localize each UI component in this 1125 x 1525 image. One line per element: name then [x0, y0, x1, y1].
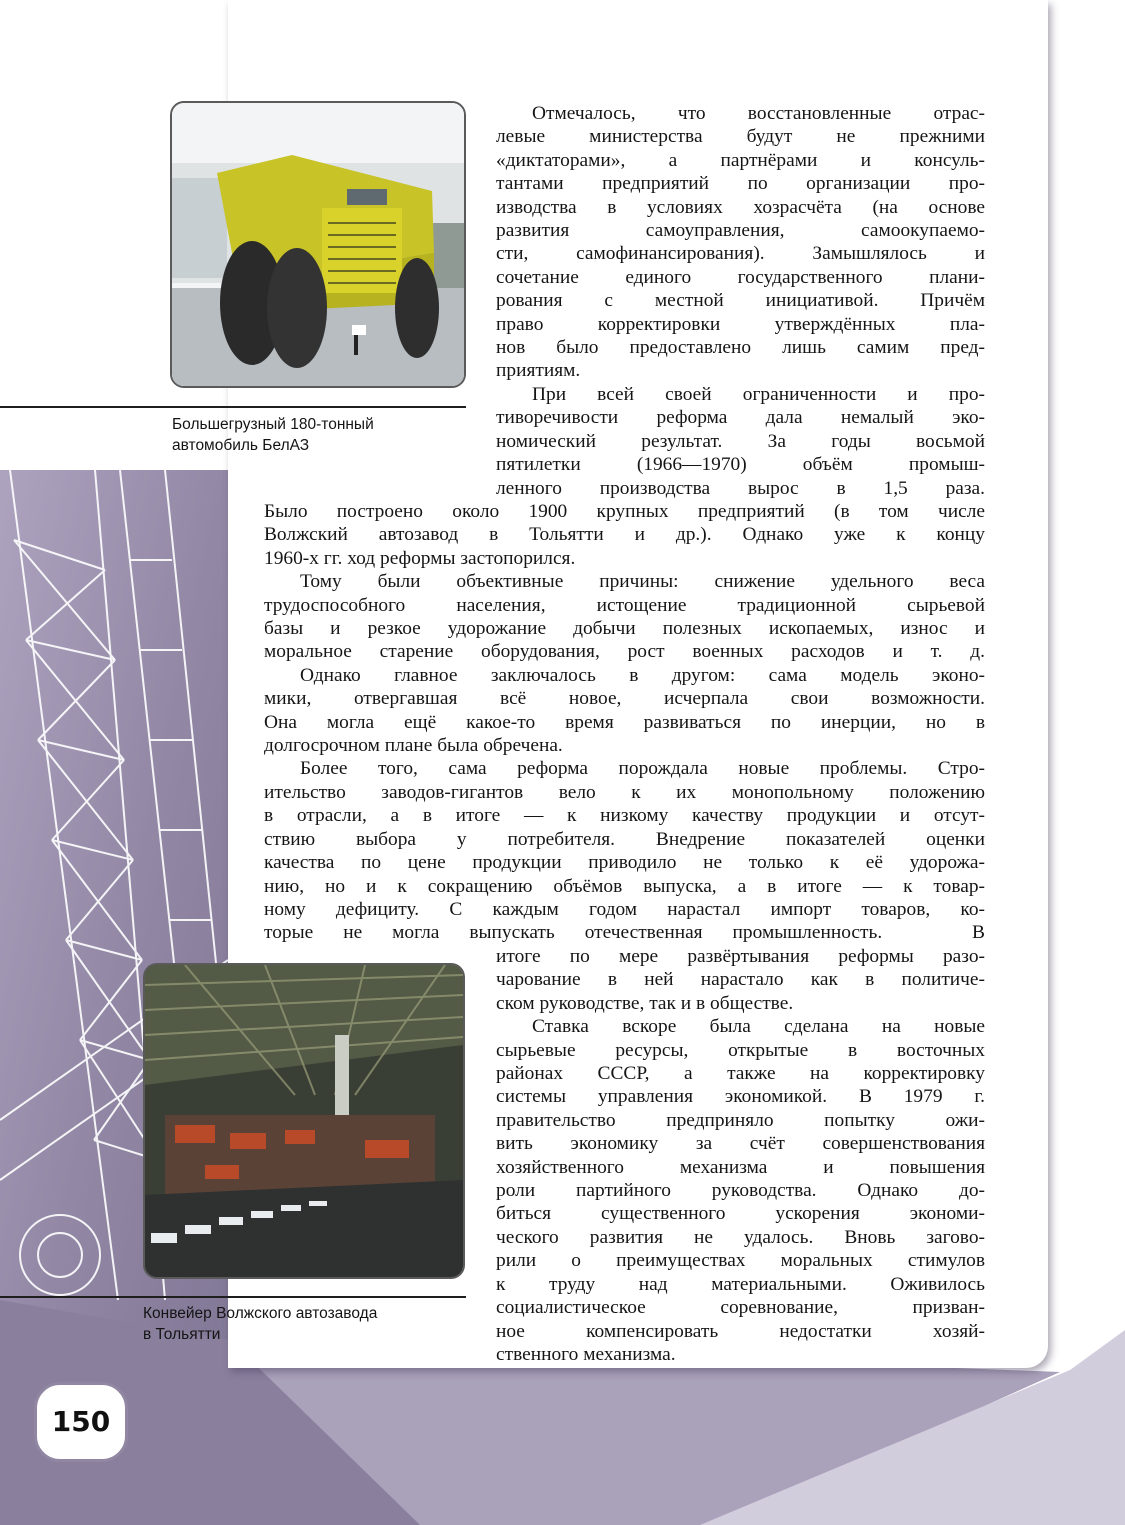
text-line: чарование в ней нарастало как в политиче- — [496, 969, 985, 991]
text-line: ствию выбора у потребителя. Внедрение показателей оценки — [264, 828, 985, 850]
caption-rule — [0, 406, 466, 408]
caption-rule — [0, 1296, 466, 1298]
text-line: нию, но и к сокращению объёмов выпуска, а в итоге — к товар- — [264, 875, 985, 897]
text-line: биться существенного ускорения экономи- — [496, 1203, 985, 1225]
text-line: системы управления экономикой. В 1979 г. — [496, 1086, 985, 1108]
text-line: сочетание единого государственного плани- — [496, 266, 985, 288]
text-line: Ставка вскоре была сделана на новые — [532, 1016, 985, 1038]
text-line: ческого развития не удалось. Вновь загово- — [496, 1226, 985, 1248]
text-line: сырьевые ресурсы, открытые в восточных — [496, 1039, 985, 1061]
text-line: пятилетки (1966—1970) объём промыш- — [496, 454, 985, 476]
text-line: к труду над материальными. Оживилось — [496, 1273, 985, 1295]
text-line: правительство предприняло попытку ожи- — [496, 1109, 985, 1131]
belaz-caption — [172, 414, 374, 456]
text-line: трудоспособного населения, истощение традиционной сырьевой — [264, 594, 985, 616]
text-line: ное компенсировать недостатки хозяй- — [496, 1320, 985, 1342]
vaz-caption — [143, 1303, 377, 1345]
caption-line: автомобиль БелАЗ — [172, 437, 310, 454]
text-line: Волжский автозавод в Тольятти и др.). Однако уже к концу — [264, 524, 985, 546]
text-line: «диктаторами», а партнёрами и консуль- — [496, 149, 985, 171]
text-column-top — [496, 102, 985, 500]
text-line: ленного производства вырос в 1,5 раза. — [496, 477, 985, 499]
belaz-truck-photo — [170, 101, 466, 388]
text-column-full — [264, 500, 985, 945]
text-line: приятиям. — [496, 360, 581, 382]
text-line: ительство заводов-гигантов вело к их монопольному положению — [264, 781, 985, 803]
text-line: социалистическое соревнование, призван- — [496, 1297, 985, 1319]
text-line: Более того, сама реформа порождала новые проблемы. Стро- — [300, 758, 985, 780]
text-line: моральное старение оборудования, рост военных расходов и т. д. — [264, 641, 985, 663]
text-line: качества по цене продукции приводило не только к её удорожа- — [264, 852, 985, 874]
text-line: районах СССР, а также на корректировку — [496, 1063, 985, 1085]
caption-line: Большегрузный 180-тонный — [172, 416, 374, 433]
text-line: вить экономику за счёт совершенствования — [496, 1133, 985, 1155]
text-line: ственного механизма. — [496, 1343, 676, 1365]
text-line: в отрасли, а в итоге — к низкому качеству продукции и отсут- — [264, 805, 985, 827]
text-line: долгосрочном плане была обречена. — [264, 735, 563, 757]
text-line: рили о преимуществах моральных стимулов — [496, 1250, 985, 1272]
text-line: торые не могла выпускать отечественная промышленность. В — [264, 922, 985, 944]
text-line: Было построено около 1900 крупных предприятий (в том числе — [264, 501, 985, 522]
text-line: роли партийного руководства. Однако до- — [496, 1180, 985, 1202]
text-line: При всей своей ограниченности и про- — [532, 383, 985, 405]
text-line: ском руководстве, так и в обществе. — [496, 992, 794, 1014]
text-line: развития самоуправления, самоокупаемо- — [496, 220, 985, 242]
text-line: 1960-х гг. ход реформы застопорился. — [264, 547, 576, 569]
text-line: сти, самофинансирования). Замышлялось и — [496, 243, 985, 265]
caption-line: в Тольятти — [143, 1326, 221, 1343]
text-line: изводства в условиях хозрасчёта (на основе — [496, 196, 985, 218]
text-line: Она могла ещё какое-то время развиваться по инерции, но в — [264, 711, 985, 733]
text-line: право корректировки утверждённых пла- — [496, 313, 985, 335]
text-line: Тому были объективные причины: снижение удельного веса — [300, 571, 985, 593]
text-line: ному дефициту. С каждым годом нарастал импорт товаров, ко- — [264, 898, 985, 920]
vaz-conveyor-photo — [143, 963, 465, 1279]
text-line: базы и резкое удорожание добычи полезных ископаемых, износ и — [264, 618, 985, 640]
text-line: мики, отвергавшая всё новое, исчерпала свои возможности. — [264, 688, 985, 710]
text-line: тиворечивости реформа дала немалый эко- — [496, 407, 985, 429]
caption-line: Конвейер Волжского автозавода — [143, 1305, 378, 1322]
text-column-bottom — [496, 945, 985, 1366]
text-line: нов было предоставлено лишь самим пред- — [496, 337, 985, 359]
page-number: 150 — [34, 1382, 128, 1462]
text-line: Однако главное заключалось в другом: сама модель эконо- — [300, 664, 985, 686]
text-line: номический результат. За годы восьмой — [496, 430, 985, 452]
text-line: тантами предприятий по организации про- — [496, 173, 985, 195]
text-line: рования с местной инициативой. Причём — [496, 290, 985, 312]
text-line: левые министерства будут не прежними — [496, 126, 985, 148]
text-line: хозяйственного механизма и повышения — [496, 1156, 985, 1178]
text-line: Отмечалось, что восстановленные отрас- — [532, 103, 985, 124]
text-line: итоге по мере развёртывания реформы разо- — [496, 946, 985, 967]
